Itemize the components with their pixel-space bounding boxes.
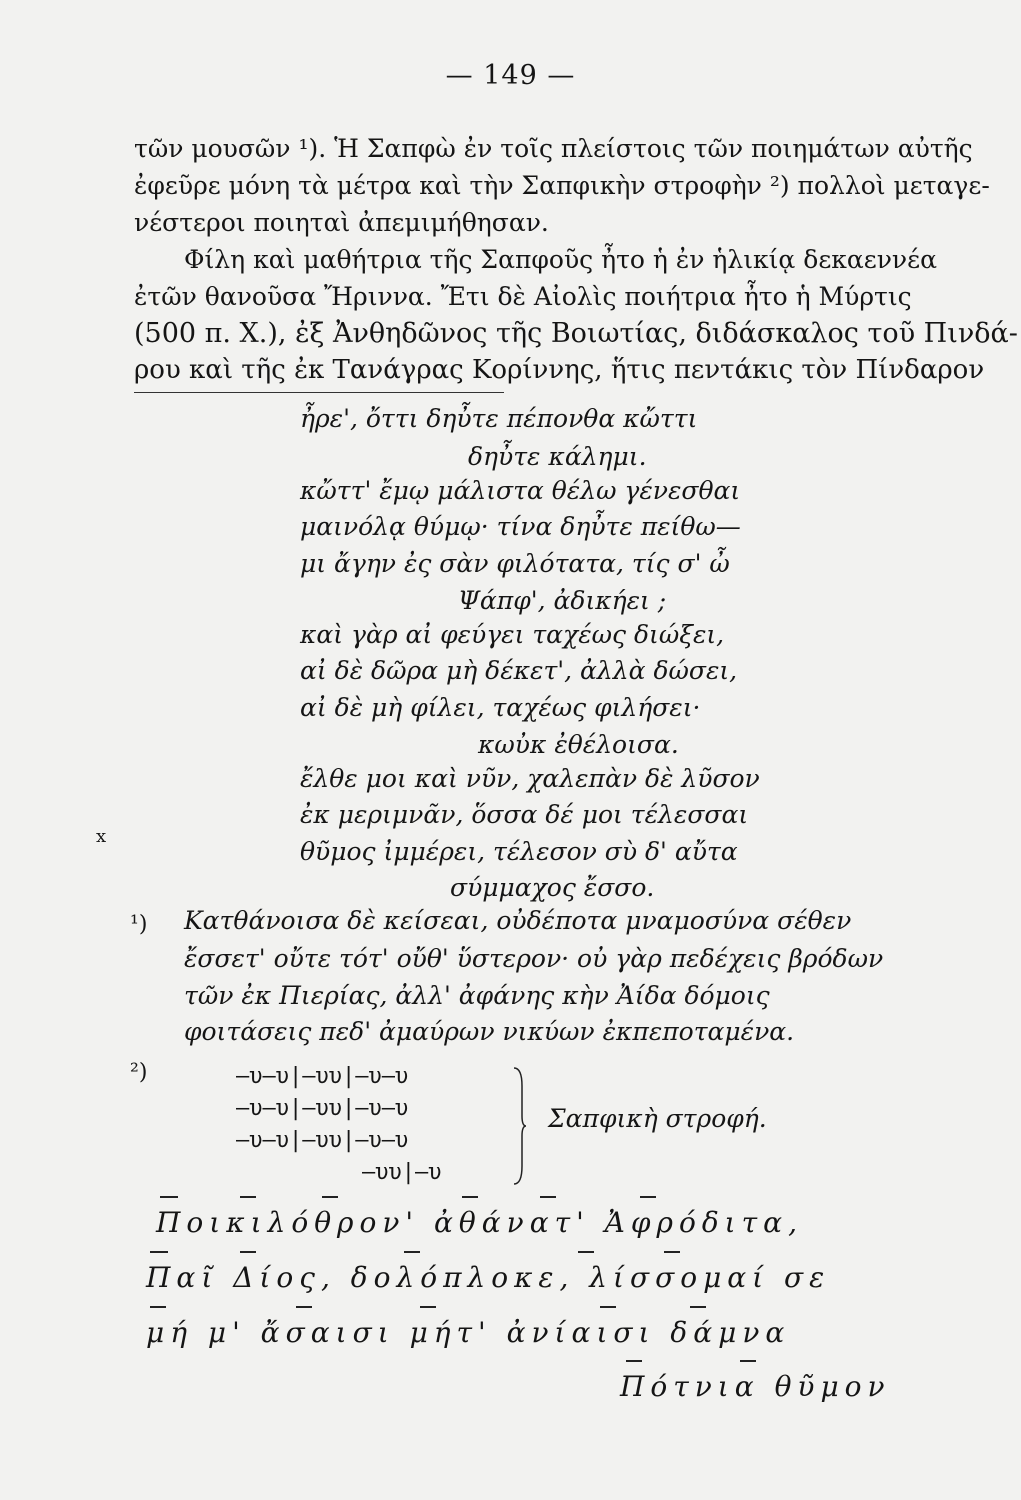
poem-line: κωὐκ ἐθέλοισα. [478, 730, 679, 759]
long-quantity-mark [578, 1251, 594, 1253]
long-quantity-mark [404, 1251, 420, 1253]
footnote-1-line: ἔσσετ' οὔτε τότ' οὔθ' ὕστερον· οὐ γὰρ πεδέχεις βρόδων [184, 944, 884, 973]
prose-line: ἐτῶν θανοῦσα Ἤριννα. Ἔτι δὲ Αἰολὶς ποιήτρια ἦτο ἡ Μύρτις [134, 282, 912, 311]
prose-line: Φίλη καὶ μαθήτρια τῆς Σαπφοῦς ἦτο ἡ ἐν ἡλικίᾳ δεκαεννέα [184, 245, 937, 274]
footnote-1-line: τῶν ἐκ Πιερίας, ἀλλ' ἀφάνης κὴν Ἀίδα δόμοις [184, 981, 770, 1010]
poem-line: κὤττ' ἔμῳ μάλιστα θέλω γένεσθαι [300, 476, 741, 505]
footnote-1-mark: ¹) [130, 912, 148, 937]
long-quantity-mark [640, 1196, 656, 1198]
long-quantity-mark [240, 1251, 256, 1253]
poem-line: θῦμος ἰμμέρει, τέλεσον σὺ δ' αὔτα [300, 837, 738, 866]
long-quantity-mark [740, 1360, 756, 1362]
long-quantity-mark [150, 1251, 168, 1253]
scansion-line: μή μ' ἄσαισι μήτ' ἀνίαισι δάμνα [146, 1316, 791, 1349]
long-quantity-mark [150, 1306, 166, 1308]
meter-line: —υ—υ|—υυ|—υ—υ [236, 1064, 409, 1089]
prose-line: (500 π. Χ.), ἐξ Ἀνθηδῶνος τῆς Βοιωτίας, διδάσκαλος τοῦ Πινδά- [134, 318, 1018, 349]
long-quantity-mark [420, 1306, 436, 1308]
sapphic-stanza-label: Σαπφικὴ στροφή. [548, 1104, 767, 1133]
meter-line: —υ—υ|—υυ|—υ—υ [236, 1096, 409, 1121]
long-quantity-mark [600, 1306, 616, 1308]
footnote-separator-rule [134, 392, 504, 393]
poem-line: αἰ δὲ δῶρα μὴ δέκετ', ἀλλὰ δώσει, [300, 656, 738, 685]
meter-brace [512, 1066, 526, 1186]
long-quantity-mark [626, 1360, 642, 1362]
poem-line: δηὖτε κάλημι. [468, 442, 647, 471]
margin-mark: x [96, 826, 107, 847]
long-quantity-mark [462, 1196, 478, 1198]
page-number: — 149 — [445, 60, 576, 91]
poem-line: ἐκ μεριμνᾶν, ὅσσα δέ μοι τέλεσσαι [300, 800, 749, 829]
poem-line: αἰ δὲ μὴ φίλει, ταχέως φιλήσει· [300, 693, 701, 722]
prose-line: νέστεροι ποιηταὶ ἀπεμιμήθησαν. [134, 208, 549, 237]
prose-line: ρου καὶ τῆς ἐκ Τανάγρας Κορίννης, ἥτις πεντάκις τὸν Πίνδαρον [134, 355, 985, 385]
long-quantity-mark [540, 1196, 556, 1198]
long-quantity-mark [160, 1196, 178, 1198]
poem-line: Ψάπφ', ἀδικήει ; [458, 586, 667, 615]
footnote-2-mark: ²) [130, 1060, 148, 1085]
poem-line: σύμμαχος ἔσσο. [450, 873, 655, 902]
prose-paragraph [134, 130, 1018, 389]
long-quantity-mark [240, 1196, 256, 1198]
long-quantity-mark [690, 1306, 706, 1308]
scansion-line: Ποικιλόθρον' ἀθάνατ' Ἀφρόδιτα, [156, 1206, 803, 1239]
meter-line: —υ—υ|—υυ|—υ—υ [236, 1128, 409, 1153]
prose-line: τῶν μουσῶν ¹). Ἡ Σαπφὼ ἐν τοῖς πλείστοις τῶν ποιημάτων αὐτῆς [134, 134, 973, 163]
scansion-line: Παῖ Δίος, δολόπλοκε, λίσσομαί σε [146, 1261, 831, 1294]
poem-line: μαινόλᾳ θύμῳ· τίνα δηὖτε πείθω— [300, 512, 741, 541]
long-quantity-mark [296, 1306, 312, 1308]
poem-line: ἦρε', ὄττι δηὖτε πέπονθα κὤττι [300, 404, 698, 433]
meter-line: —υυ|—υ [362, 1160, 442, 1185]
footnote-1-line: φοιτάσεις πεδ' ἀμαύρων νικύων ἐκπεποταμένα. [184, 1017, 795, 1046]
prose-line: ἐφεῦρε μόνη τὰ μέτρα καὶ τὴν Σαπφικὴν στροφὴν ²) πολλοὶ μεταγε- [134, 171, 990, 200]
long-quantity-mark [664, 1251, 680, 1253]
footnote-1-line: Κατθάνοισα δὲ κείσεαι, οὐδέποτα μναμοσύνα σέθεν [184, 906, 852, 935]
long-quantity-mark [322, 1196, 338, 1198]
poem-line: ἔλθε μοι καὶ νῦν, χαλεπὰν δὲ λῦσον [300, 764, 760, 793]
poem-line: καὶ γὰρ αἰ φεύγει ταχέως διώξει, [300, 620, 725, 649]
scansion-line: Πότνια θῦμον [620, 1370, 891, 1403]
poem-line: μι ἄγην ἐς σὰν φιλότατα, τίς σ' ὦ [300, 549, 730, 578]
